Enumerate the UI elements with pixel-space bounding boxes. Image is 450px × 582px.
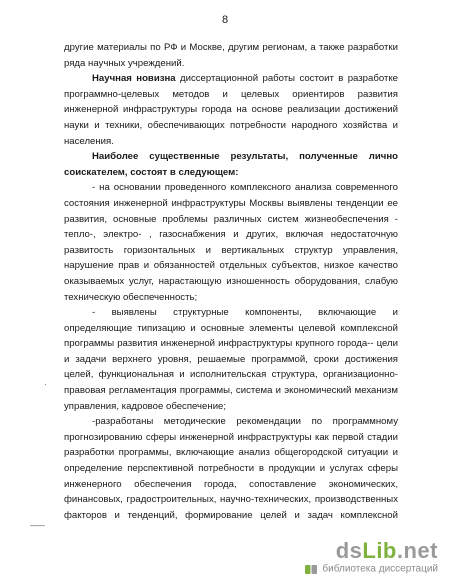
text-line: инженерной инфраструктуры города на основе реализации достижений [64, 104, 398, 116]
text-line: соискателем, состоят в следующем: [64, 166, 239, 178]
margin-mark: —— [30, 521, 44, 530]
text-line: ряда научных учреждений. [64, 57, 185, 69]
text-line: и задачи верхнего уровня, решаемые программой, сроки достижения [64, 353, 398, 365]
text-line: программно-целевых методов и целевых ориентиров развития [64, 88, 398, 100]
text-line: науки и техники, обеспечивающих потребности народного хозяйства и [64, 119, 398, 131]
text-line: нарушение прав и обязанностей отдельных субъектов, низкое качество [64, 260, 398, 272]
text-line: финансовых, градостроительных, научно-технических, производственных [64, 494, 398, 506]
text-line: Наиболее существенные результаты, полученные лично [92, 151, 398, 163]
text-line: программы развития инженерной инфраструктуры крупного города-- цели [64, 338, 398, 350]
text-line: целей, функциональная и исполнительская структура, организационно- [64, 369, 398, 381]
text-line: прогнозированию сферы инженерной инфраструктуры как первой стадии [64, 431, 398, 443]
text-line: оказываемых услуг, нарастающую изношенность оборудования, слабую [64, 275, 398, 287]
watermark-logo-prefix: ds [335, 538, 363, 563]
margin-mark: · [44, 380, 47, 389]
text-line: Научная новизна диссертационной работы состоит в разработке [92, 73, 398, 85]
watermark-logo [304, 538, 438, 564]
text-line: - выявлены структурные компоненты, включающие и [92, 307, 398, 319]
text-line: развитость горизонтальных и вертикальных структур управления, [64, 244, 398, 256]
text-line: развития, основные проблемы различных систем жизнеобеспечения - [64, 213, 398, 225]
text-line: техническую обеспеченность; [64, 291, 198, 303]
text-line: другие материалы по РФ и Москве, другим регионам, а также разработки [64, 42, 398, 53]
watermark-subtitle [304, 562, 438, 576]
text-line: состояния инженерной инфраструктуры Москвы выявлены тенденции ее [64, 197, 398, 209]
body-text [64, 40, 398, 523]
page-number: 8 [221, 14, 229, 26]
watermark [304, 538, 438, 576]
text-line: инженерного обеспечения города, сопоставление экономических, [64, 478, 398, 490]
text-line: определение перспективной потребности в продукции и услугах сферы [64, 463, 398, 475]
watermark-logo-lib: Lib [362, 538, 397, 563]
watermark-subtitle-text: библиотека диссертаций [322, 563, 438, 575]
text-line: -разработаны методические рекомендации по программному [92, 416, 398, 428]
text-line: определяющие типизацию и основные элементы целевой комплексной [64, 322, 398, 334]
text-line: населения. [64, 135, 114, 147]
text-line: факторов и тенденций, формирование целей и задач комплексной [64, 509, 398, 521]
text-line: - на основании проведенного комплексного анализа современного [92, 182, 398, 194]
text-line: разработки программы, включающие анализ общегородской ситуации и [64, 447, 398, 459]
watermark-logo-suffix: .net [396, 538, 438, 563]
text-line: управления, кадровое обеспечение; [64, 400, 227, 412]
text-line: правовая регламентация программы, система и экономический механизм [64, 385, 398, 397]
book-icon [304, 562, 318, 576]
text-line: тепло-, электро- , газоснабжения и других, включая недостаточную [64, 229, 398, 241]
